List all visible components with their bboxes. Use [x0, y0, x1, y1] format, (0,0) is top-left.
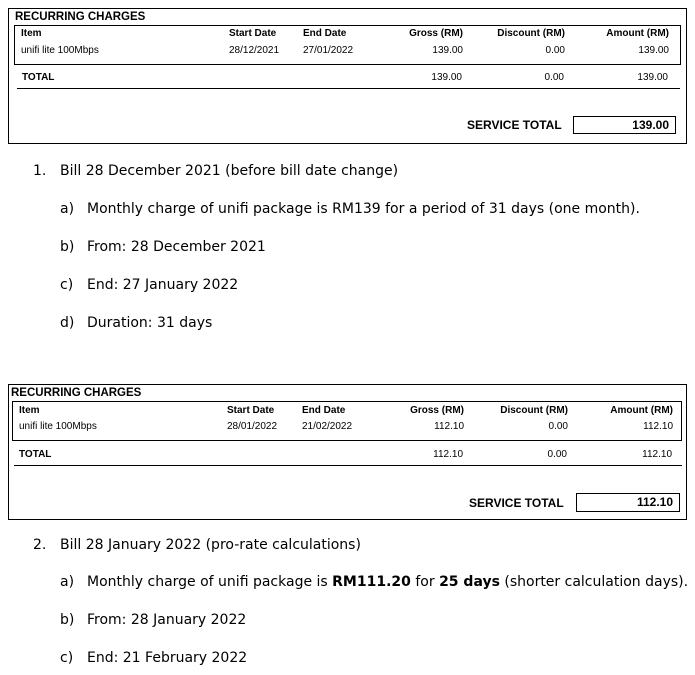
row-gross: 112.10 — [434, 421, 464, 432]
day-count: 25 days — [439, 574, 500, 590]
note-heading-marker: 1. — [33, 163, 47, 179]
total-amount: 139.00 — [637, 72, 668, 83]
header-amount: Amount (RM) — [610, 405, 673, 416]
header-start-date: Start Date — [229, 28, 277, 39]
list-marker: c) — [60, 650, 74, 666]
list-item: Monthly charge of unifi package is RM139 for a period of 31 days (one month). — [87, 201, 640, 217]
list-marker: d) — [60, 315, 75, 331]
row-start-date: 28/12/2021 — [229, 45, 280, 56]
section-title: RECURRING CHARGES — [11, 387, 142, 399]
service-total-value: 112.10 — [576, 493, 680, 512]
list-marker: b) — [60, 612, 75, 628]
row-item: unifi lite 100Mbps — [19, 421, 97, 432]
row-discount: 0.00 — [548, 421, 568, 432]
total-gross: 112.10 — [433, 449, 463, 460]
row-end-date: 21/02/2022 — [302, 421, 353, 432]
header-discount: Discount (RM) — [497, 28, 565, 39]
row-amount: 112.10 — [643, 421, 673, 432]
total-divider — [14, 465, 682, 466]
header-amount: Amount (RM) — [606, 28, 669, 39]
row-discount: 0.00 — [545, 45, 565, 56]
list-marker: c) — [60, 277, 74, 293]
total-divider — [17, 88, 680, 89]
section-title: RECURRING CHARGES — [15, 11, 146, 23]
total-amount: 112.10 — [642, 449, 672, 460]
table-header — [14, 25, 681, 65]
list-item-text: Monthly charge of unifi package is — [87, 574, 333, 590]
list-item: From: 28 December 2021 — [87, 239, 266, 255]
row-amount: 139.00 — [638, 45, 669, 56]
row-end-date: 27/01/2022 — [303, 45, 354, 56]
total-label: TOTAL — [19, 449, 52, 460]
service-total-label: SERVICE TOTAL — [469, 496, 564, 510]
list-item: End: 21 February 2022 — [87, 650, 248, 666]
note-heading-marker: 2. — [33, 537, 47, 553]
row-start-date: 28/01/2022 — [227, 421, 278, 432]
header-item: Item — [21, 28, 42, 39]
total-label: TOTAL — [22, 72, 55, 83]
list-marker: a) — [60, 574, 75, 590]
header-item: Item — [19, 405, 40, 416]
row-gross: 139.00 — [432, 45, 463, 56]
table-header — [12, 401, 682, 441]
list-item-text: for — [410, 574, 440, 590]
list-marker: a) — [60, 201, 75, 217]
header-end-date: End Date — [302, 405, 346, 416]
bill-table-2 — [8, 384, 687, 520]
charge-amount: RM111.20 — [332, 574, 411, 590]
note-heading: Bill 28 December 2021 (before bill date change) — [60, 163, 399, 179]
list-item: Duration: 31 days — [87, 315, 213, 331]
list-item: From: 28 January 2022 — [87, 612, 247, 628]
list-item: End: 27 January 2022 — [87, 277, 239, 293]
row-item: unifi lite 100Mbps — [21, 45, 99, 56]
header-gross: Gross (RM) — [409, 28, 463, 39]
header-discount: Discount (RM) — [500, 405, 568, 416]
header-end-date: End Date — [303, 28, 347, 39]
note-heading: Bill 28 January 2022 (pro-rate calculations) — [60, 537, 361, 553]
header-gross: Gross (RM) — [410, 405, 464, 416]
total-gross: 139.00 — [431, 72, 462, 83]
bill-table-1 — [8, 8, 687, 144]
service-total-label: SERVICE TOTAL — [467, 118, 562, 132]
total-discount: 0.00 — [547, 449, 567, 460]
total-discount: 0.00 — [544, 72, 564, 83]
list-item-text: (shorter calculation days). — [499, 574, 689, 590]
list-item — [87, 573, 688, 591]
list-marker: b) — [60, 239, 75, 255]
header-start-date: Start Date — [227, 405, 275, 416]
service-total-value: 139.00 — [573, 116, 676, 134]
